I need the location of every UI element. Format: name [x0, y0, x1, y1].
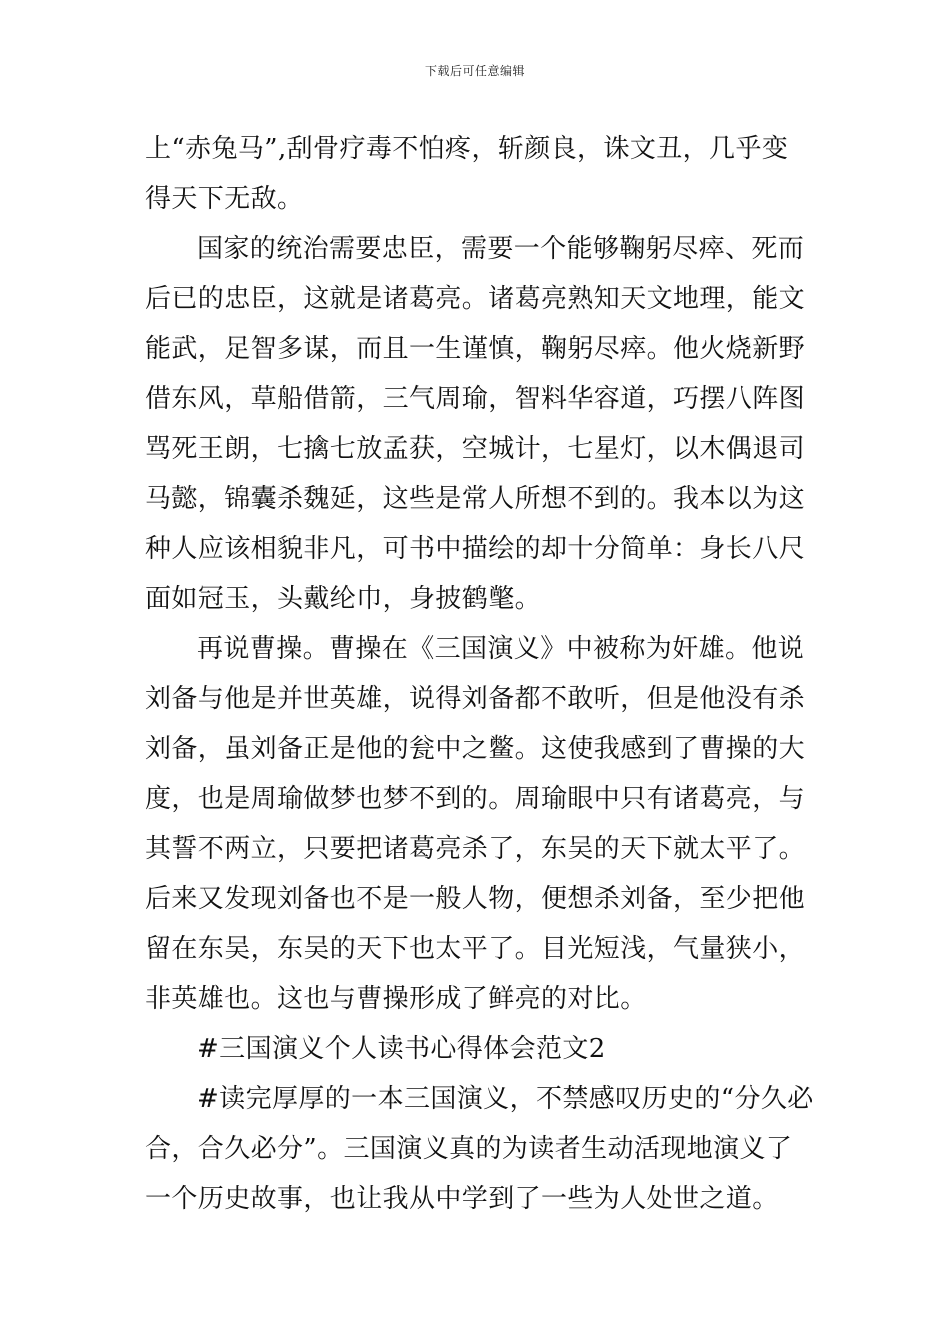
text-line: 非英雄也。这也与曹操形成了鲜亮的对比。: [145, 984, 647, 1014]
text-line: 其誓不两立，只要把诸葛亮杀了，东吴的天下就太平了。: [145, 834, 806, 864]
paragraph-start-line: 国家的统治需要忠臣，需要一个能够鞠躬尽瘁、死而: [197, 234, 805, 264]
text-line: 骂死王朗，七擒七放孟获，空城计，七星灯，以木偶退司: [145, 434, 806, 464]
text-line: 马懿，锦囊杀魏延，这些是常人所想不到的。我本以为这: [145, 484, 806, 514]
text-line: 刘备与他是并世英雄，说得刘备都不敢听，但是他没有杀: [145, 684, 806, 714]
text-line: 借东风，草船借箭，三气周瑜，智料华容道，巧摆八阵图: [145, 384, 806, 414]
section-heading-line: #三国演义个人读书心得体会范文2: [197, 1034, 606, 1064]
text-line: 留在东吴，东吴的天下也太平了。目光短浅，气量狭小，: [145, 934, 806, 964]
text-line: 种人应该相貌非凡，可书中描绘的却十分简单：身长八尺: [145, 534, 806, 564]
text-line: 后来又发现刘备也不是一般人物，便想杀刘备，至少把他: [145, 884, 806, 914]
text-line: 合，合久必分”。三国演义真的为读者生动活现地演义了: [145, 1134, 793, 1164]
text-line: 一个历史故事，也让我从中学到了一些为人处世之道。: [145, 1184, 779, 1214]
text-line: 度，也是周瑜做梦也梦不到的。周瑜眼中只有诸葛亮，与: [145, 784, 806, 814]
text-line: 上“赤兔马”,刮骨疗毒不怕疼，斩颜良，诛文丑，几乎变: [145, 134, 789, 164]
page-header: 下载后可任意编辑: [424, 64, 525, 78]
document-body: [145, 124, 814, 1224]
text-line: 能武，足智多谋，而且一生谨慎，鞠躬尽瘁。他火烧新野: [145, 334, 806, 364]
text-line: 得天下无敌。: [145, 184, 304, 214]
paragraph-start-line: #读完厚厚的一本三国演义，不禁感叹历史的“分久必: [197, 1084, 814, 1114]
text-line: 后已的忠臣，这就是诸葛亮。诸葛亮熟知天文地理，能文: [145, 284, 806, 314]
text-line: 刘备，虽刘备正是他的瓮中之鳖。这使我感到了曹操的大: [145, 734, 806, 764]
paragraph-start-line: 再说曹操。曹操在《三国演义》中被称为奸雄。他说: [197, 634, 805, 664]
text-line: 面如冠玉，头戴纶巾，身披鹤氅。: [145, 584, 542, 614]
